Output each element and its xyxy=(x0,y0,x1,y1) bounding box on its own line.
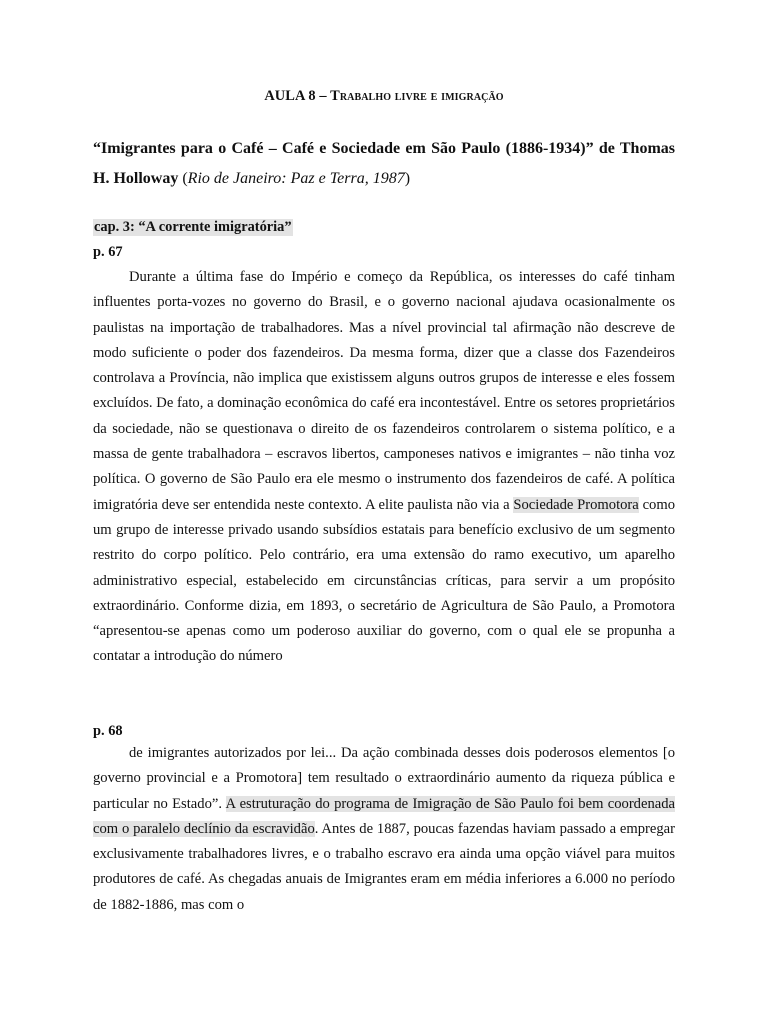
paragraph-text: como um grupo de interesse privado usando subsídios estatais para benefício exclusivo de um segmento restrito do corpo político. Pelo contrário, era uma extensão do ramo executivo, um aparelho administrativo especial, estabelecido em circunstâncias críticas, para servir a um propósito extraordinário. Conforme dizia, em 1893, o secretário de Agricultura de São Paulo, a Promotora “apresentou-se apenas como um poderoso auxiliar do governo, com o qual ele se propunha a contatar a introdução do número xyxy=(93,496,675,665)
highlighted-text: Sociedade Promotora xyxy=(513,496,639,513)
book-imprint: Rio de Janeiro: Paz e Terra, 1987 xyxy=(187,170,405,187)
page-67-paragraph xyxy=(93,265,675,670)
paragraph-text: Durante a última fase do Império e começo da República, os interesses do café tinham influentes porta-vozes no governo do Brasil, e o governo nacional ajudava ocasionalmente os paulistas na importação de trabalhadores. Mas a nível provincial tal afirmação não descreve de modo suficiente o poder dos fazendeiros. Da mesma forma, dizer que a classe dos Fazendeiros controlava a Província, não implica que existissem alguns outros grupos de interesse e eles fossem excluídos. De fato, a dominação econômica do café era incontestável. Entre os setores proprietários da sociedade, não se questionava o direito de os fazendeiros controlarem o sistema político, e a massa de gente trabalhadora – escravos libertos, camponeses nativos e imigrantes – não tinha voz política. O governo de São Paulo era ele mesmo o instrumento dos fazendeiros de café. A política imigratória deve ser entendida neste contexto. A elite paulista não via a xyxy=(93,269,675,513)
paragraph-text: de imigrantes autorizados por lei... Da ação combinada desses dois poderosos elementos [o governo provincial e a Promotora] tem resultado o extraordinário aumento da riqueza pública e particular no Estado”. xyxy=(93,745,675,812)
document-page xyxy=(93,0,675,1024)
book-title: “Imigrantes para o Café – Café e Sociedade em São Paulo (1886-1934)” de Thomas H. Holloway xyxy=(93,140,675,187)
lesson-heading: AULA 8 – Trabalho livre e imigração xyxy=(264,88,504,104)
paragraph-text: . Antes de 1887, poucas fazendas haviam passado a empregar exclusivamente trabalhadores livres, e o trabalho escravo era ainda uma opção viável para muitos produtores de café. As chegadas anuais de Imigrantes eram em média inferiores a 6.000 no período de 1882-1886, mas com o xyxy=(93,820,676,913)
close-paren: ) xyxy=(404,170,411,187)
page-68-paragraph xyxy=(93,741,675,918)
page-67-label: p. 67 xyxy=(93,244,123,260)
highlighted-text: A estruturação do programa de Imigração de São Paulo foi bem coordenada com o paralelo declínio da escravidão xyxy=(93,795,676,837)
open-paren: ( xyxy=(178,170,188,187)
book-reference xyxy=(93,134,675,194)
page-68-label: p. 68 xyxy=(93,723,123,739)
chapter-heading: cap. 3: “A corrente imigratória” xyxy=(94,219,292,235)
